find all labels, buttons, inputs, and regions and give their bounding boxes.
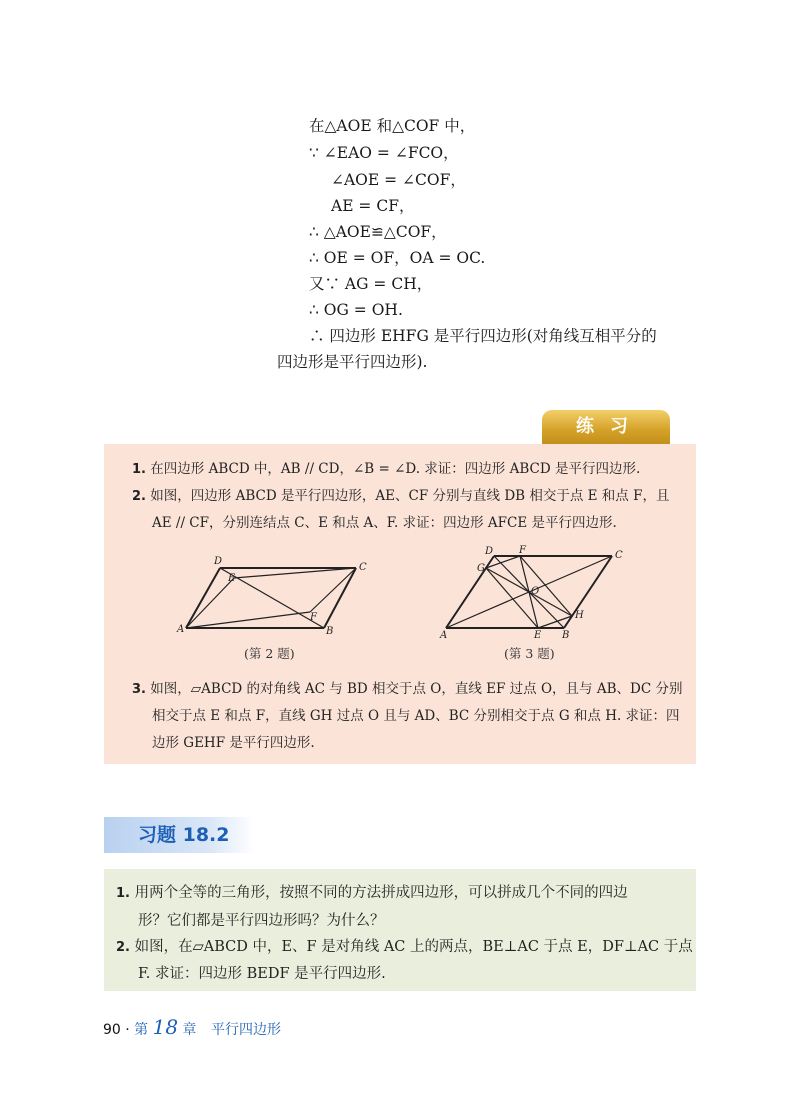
exercise-q1 [132,456,640,483]
fig3-label-g: G [477,563,485,574]
exercise-q3 [132,676,682,703]
fig3-label-e: E [534,630,542,638]
proof-line-7: 又∵ AG = CH， [309,275,433,293]
fig2-line-af [186,612,310,628]
exercise-q3-text-a: 如图，▱ABCD 的对角线 AC 与 BD 相交于点 O，直线 EF 过点 O，且与 AB、DC 分别 [150,681,683,697]
homework-q2 [116,933,693,962]
page-number: 90 · [103,1022,130,1038]
fig3-label-f: F [519,545,526,556]
fig3-label-h: H [575,610,584,621]
exercise-q3-text-b: 相交于点 E 和点 F，直线 GH 过点 O 且与 AD、BC 分别相交于点 G 和点 H. 求证：四 [152,708,680,724]
homework-q1-number: 1. [116,886,130,901]
exercise-q2-number: 2. [132,489,146,504]
fig2-line-ce [234,568,356,578]
fig3-label-d: D [485,546,494,557]
fig2-label-a: A [177,624,185,635]
proof-line-9: ∴ 四边形 EHFG 是平行四边形(对角线互相平分的 [309,327,657,345]
homework-q2-text-a: 如图，在▱ABCD 中，E、F 是对角线 AC 上的两点，BE⊥AC 于点 E，DF⊥AC 于点 [134,939,693,955]
exercise-q2-text-b: AE // CF，分别连结点 C、E 和点 A、F. 求证：四边形 AFCE 是平行四边形. [152,515,617,531]
homework-q2-text-b: F. 求证：四边形 BEDF 是平行四边形. [138,966,386,982]
exercise-tab: 练习 [542,410,670,444]
exercise-box [104,444,696,764]
fig3-label-b: B [562,630,570,638]
page-footer [103,1015,281,1039]
homework-box [104,869,696,991]
fig2-side-bc [324,568,356,628]
proof-line-8: ∴ OG = OH. [309,301,403,319]
fig2-label-f: F [310,612,317,623]
chapter-title: 平行四边形 [210,1022,281,1038]
homework-q1-text-b: 形？它们都是平行四边形吗？为什么？ [138,913,385,929]
exercise-q2 [132,483,669,510]
proof-line-10: 四边形是平行四边形). [277,353,428,371]
figure-q2 [176,548,376,636]
chapter-number: 18 [152,1015,179,1039]
proof-line-1: 在△AOE 和△COF 中， [309,117,476,135]
figure-q3 [436,544,626,638]
proof-line-4: AE = CF， [331,197,415,215]
homework-title: 习题 18.2 [104,817,254,853]
fig3-label-o: O [531,586,540,597]
exercise-q3-number: 3. [132,682,146,697]
proof-line-6: ∴ OE = OF，OA = OC. [309,249,486,267]
fig2-line-cf [310,568,356,612]
fig3-label-c: C [615,550,623,561]
exercise-q1-number: 1. [132,462,146,477]
chapter-prefix: 第 [134,1022,149,1038]
homework-q2-number: 2. [116,940,130,955]
fig2-label-d: D [214,556,223,567]
fig3-line-gh [486,568,572,616]
proof-line-3: ∠AOE = ∠COF， [331,171,466,189]
chapter-suffix: 章 [182,1022,197,1038]
homework-q1 [116,879,628,908]
fig2-label-c: C [359,562,367,573]
fig3-label-a: A [440,630,448,638]
exercise-q3-text-c: 边形 GEHF 是平行四边形. [152,735,315,751]
proof-line-2: ∵ ∠EAO = ∠FCO， [309,144,459,162]
proof-line-5: ∴ △AOE≌△COF， [309,223,447,241]
fig2-label-e: E [228,573,236,584]
fig2-label-b: B [326,626,334,636]
homework-q1-text-a: 用两个全等的三角形，按照不同的方法拼成四边形，可以拼成几个不同的四边 [134,885,628,901]
fig2-diagonal-db [220,568,324,628]
figure-q3-caption: (第 3 题) [504,646,555,661]
exercise-q1-text: 在四边形 ABCD 中，AB // CD，∠B = ∠D. 求证：四边形 ABCD 是平行四边形. [150,461,641,477]
figure-q2-caption: (第 2 题) [244,646,295,661]
exercise-q2-text-a: 如图，四边形 ABCD 是平行四边形，AE、CF 分别与直线 DB 相交于点 E 和点 F，且 [150,488,670,504]
